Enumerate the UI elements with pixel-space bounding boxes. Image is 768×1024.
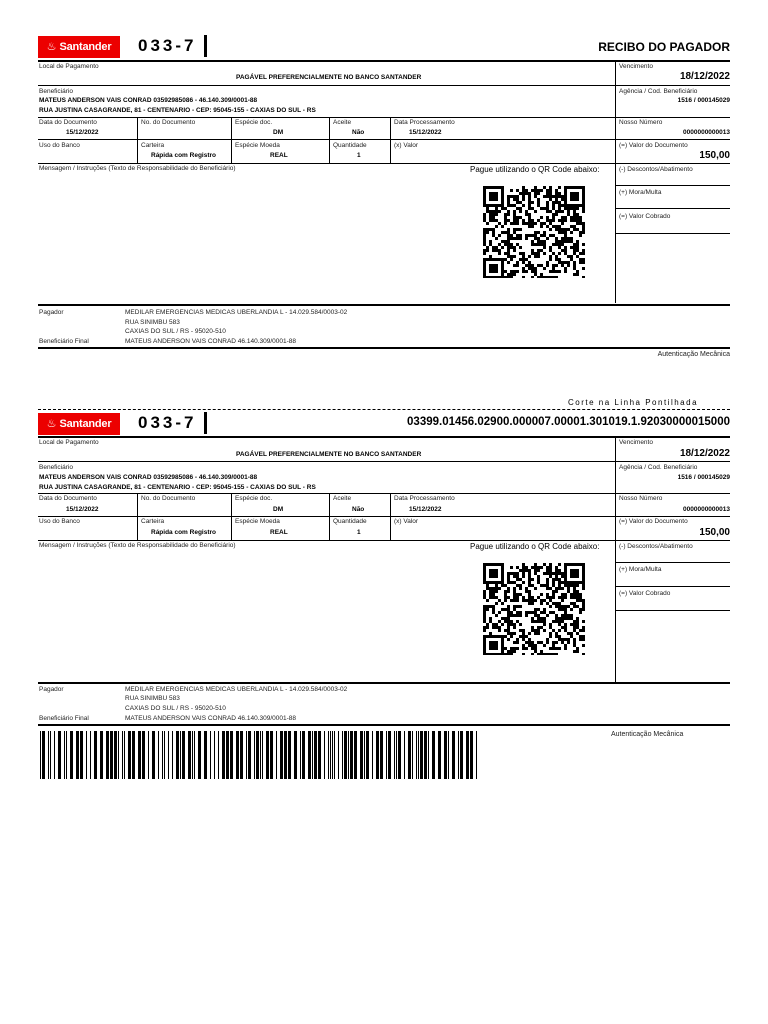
divider [615, 208, 730, 209]
label-uso-banco: Uso do Banco [39, 142, 80, 149]
barcode [40, 731, 480, 779]
label-quantidade: Quantidade [333, 142, 367, 149]
label-valor-documento: (=) Valor do Documento [619, 142, 688, 149]
label-agencia: Agência / Cod. Beneficiário [619, 88, 698, 95]
value-pagador-line2: RUA SINIMBU 583 [125, 695, 180, 702]
divider [615, 610, 730, 611]
label-vencimento: Vencimento [619, 439, 653, 446]
divider [390, 117, 391, 163]
qr-code [483, 563, 585, 655]
receipt-title: RECIBO DO PAGADOR [598, 40, 730, 54]
label-valor: (x) Valor [394, 142, 419, 149]
bank-code: 033-7 [138, 413, 197, 432]
qr-hint: Pague utilizando o QR Code abaixo: [470, 542, 600, 551]
value-beneficiario-final: MATEUS ANDERSON VAIS CONRAD 46.140.309/0001-88 [125, 715, 296, 722]
value-valor-documento: 150,00 [699, 527, 730, 538]
divider [38, 85, 730, 86]
label-pagador: Pagador [39, 686, 64, 693]
label-especie-moeda: Espécie Moeda [235, 518, 280, 525]
divider [38, 139, 730, 140]
bank-code: 033-7 [138, 36, 197, 55]
value-data-documento: 15/12/2022 [66, 506, 99, 513]
divider [38, 540, 730, 541]
divider [615, 60, 616, 303]
label-no-documento: No. do Documento [141, 495, 196, 502]
value-vencimento: 18/12/2022 [679, 448, 730, 459]
value-nosso-numero: 0000000000013 [683, 129, 730, 136]
label-especie-moeda: Espécie Moeda [235, 142, 280, 149]
qr-hint: Pague utilizando o QR Code abaixo: [470, 165, 600, 174]
santander-flame-icon: ♨ [46, 417, 57, 430]
label-data-processamento: Data Processamento [394, 119, 455, 126]
value-data-processamento: 15/12/2022 [409, 506, 442, 513]
value-beneficiario-line1: MATEUS ANDERSON VAIS CONRAD 03592985086 - 46.140.309/0001-88 [39, 474, 258, 481]
divider [38, 117, 730, 118]
value-carteira: Rápida com Registro [151, 152, 217, 159]
label-especie-doc: Espécie doc. [235, 119, 273, 126]
label-carteira: Carteira [141, 518, 165, 525]
divider [231, 493, 232, 540]
label-mensagem: Mensagem / Instruções (Texto de Responsabilidade do Beneficiário) [39, 542, 236, 549]
label-no-documento: No. do Documento [141, 119, 196, 126]
label-especie-doc: Espécie doc. [235, 495, 273, 502]
value-data-processamento: 15/12/2022 [409, 129, 442, 136]
qr-code [483, 186, 585, 278]
divider [38, 163, 730, 164]
cut-line [38, 409, 730, 410]
label-valor-cobrado: (=) Valor Cobrado [619, 590, 671, 597]
value-pagador-line1: MEDILAR EMERGENCIAS MEDICAS UBERLANDIA L - 14.029.584/0003-02 [125, 686, 348, 693]
divider [38, 60, 730, 62]
value-aceite: Não [352, 506, 365, 513]
divider [38, 304, 730, 306]
value-vencimento: 18/12/2022 [679, 71, 730, 82]
santander-flame-icon: ♨ [46, 40, 57, 53]
value-agencia: 1516 / 000145029 [677, 97, 730, 104]
santander-logo [38, 413, 120, 435]
label-mensagem: Mensagem / Instruções (Texto de Responsabilidade do Beneficiário) [39, 165, 236, 172]
divider [329, 493, 330, 540]
label-aceite: Aceite [333, 495, 352, 502]
label-mora: (+) Mora/Multa [619, 566, 662, 573]
label-beneficiario-final: Beneficiário Final [39, 715, 89, 722]
value-valor-documento: 150,00 [699, 150, 730, 161]
value-pagador-line2: RUA SINIMBU 583 [125, 319, 180, 326]
value-agencia: 1516 / 000145029 [677, 474, 730, 481]
label-descontos: (-) Descontos/Abatimento [619, 543, 693, 550]
label-aceite: Aceite [333, 119, 352, 126]
value-local-pagamento: PAGÁVEL PREFERENCIALMENTE NO BANCO SANTANDER [236, 451, 422, 458]
value-especie-doc: DM [273, 506, 284, 513]
label-local-pagamento: Local de Pagamento [39, 63, 99, 70]
value-beneficiario-line2: RUA JUSTINA CASAGRANDE, 81 - CENTENARIO - CEP: 95045-155 - CAXIAS DO SUL - RS [39, 484, 316, 491]
label-valor-documento: (=) Valor do Documento [619, 518, 688, 525]
label-quantidade: Quantidade [333, 518, 367, 525]
divider [615, 233, 730, 234]
corte-label: Corte na Linha Pontilhada [568, 398, 699, 407]
value-pagador-line3: CAXIAS DO SUL / RS - 95020-510 [125, 328, 226, 335]
label-descontos: (-) Descontos/Abatimento [619, 166, 693, 173]
value-especie-moeda: REAL [270, 529, 288, 536]
divider [38, 516, 730, 517]
divider [390, 493, 391, 540]
value-beneficiario-line1: MATEUS ANDERSON VAIS CONRAD 03592985086 - 46.140.309/0001-88 [39, 97, 258, 104]
value-especie-moeda: REAL [270, 152, 288, 159]
value-aceite: Não [352, 129, 365, 136]
value-beneficiario-line2: RUA JUSTINA CASAGRANDE, 81 - CENTENARIO - CEP: 95045-155 - CAXIAS DO SUL - RS [39, 107, 316, 114]
label-uso-banco: Uso do Banco [39, 518, 80, 525]
santander-logo [38, 36, 120, 58]
divider [38, 493, 730, 494]
bank-code-divider [204, 412, 207, 434]
divider [615, 586, 730, 587]
divider [231, 117, 232, 163]
divider [137, 493, 138, 540]
label-autenticacao: Autenticação Mecânica [657, 351, 730, 358]
value-carteira: Rápida com Registro [151, 529, 217, 536]
label-valor-cobrado: (=) Valor Cobrado [619, 213, 671, 220]
label-nosso-numero: Nosso Número [619, 119, 663, 126]
divider [38, 682, 730, 684]
label-carteira: Carteira [141, 142, 165, 149]
bank-code-divider [204, 35, 207, 57]
value-quantidade: 1 [357, 529, 361, 536]
divider [137, 117, 138, 163]
divider [615, 562, 730, 563]
label-data-processamento: Data Processamento [394, 495, 455, 502]
divider [329, 117, 330, 163]
divider [38, 347, 730, 349]
divider [615, 185, 730, 186]
label-valor: (x) Valor [394, 518, 419, 525]
label-data-documento: Data do Documento [39, 495, 97, 502]
value-quantidade: 1 [357, 152, 361, 159]
value-pagador-line1: MEDILAR EMERGENCIAS MEDICAS UBERLANDIA L - 14.029.584/0003-02 [125, 309, 348, 316]
label-local-pagamento: Local de Pagamento [39, 439, 99, 446]
label-vencimento: Vencimento [619, 63, 653, 70]
label-beneficiario: Beneficiário [39, 464, 73, 471]
value-especie-doc: DM [273, 129, 284, 136]
label-data-documento: Data do Documento [39, 119, 97, 126]
label-autenticacao: Autenticação Mecânica [611, 731, 684, 738]
logo-text: Santander [59, 418, 112, 430]
value-nosso-numero: 0000000000013 [683, 506, 730, 513]
value-beneficiario-final: MATEUS ANDERSON VAIS CONRAD 46.140.309/0001-88 [125, 338, 296, 345]
value-pagador-line3: CAXIAS DO SUL / RS - 95020-510 [125, 705, 226, 712]
label-agencia: Agência / Cod. Beneficiário [619, 464, 698, 471]
digitable-line: 03399.01456.02900.000007.00001.301019.1.92030000015000 [407, 416, 730, 428]
value-local-pagamento: PAGÁVEL PREFERENCIALMENTE NO BANCO SANTANDER [236, 74, 422, 81]
label-beneficiario-final: Beneficiário Final [39, 338, 89, 345]
label-pagador: Pagador [39, 309, 64, 316]
label-mora: (+) Mora/Multa [619, 189, 662, 196]
value-data-documento: 15/12/2022 [66, 129, 99, 136]
divider [38, 436, 730, 438]
logo-text: Santander [59, 41, 112, 53]
label-nosso-numero: Nosso Número [619, 495, 663, 502]
divider [38, 461, 730, 462]
divider [38, 724, 730, 726]
divider [615, 436, 616, 682]
label-beneficiario: Beneficiário [39, 88, 73, 95]
